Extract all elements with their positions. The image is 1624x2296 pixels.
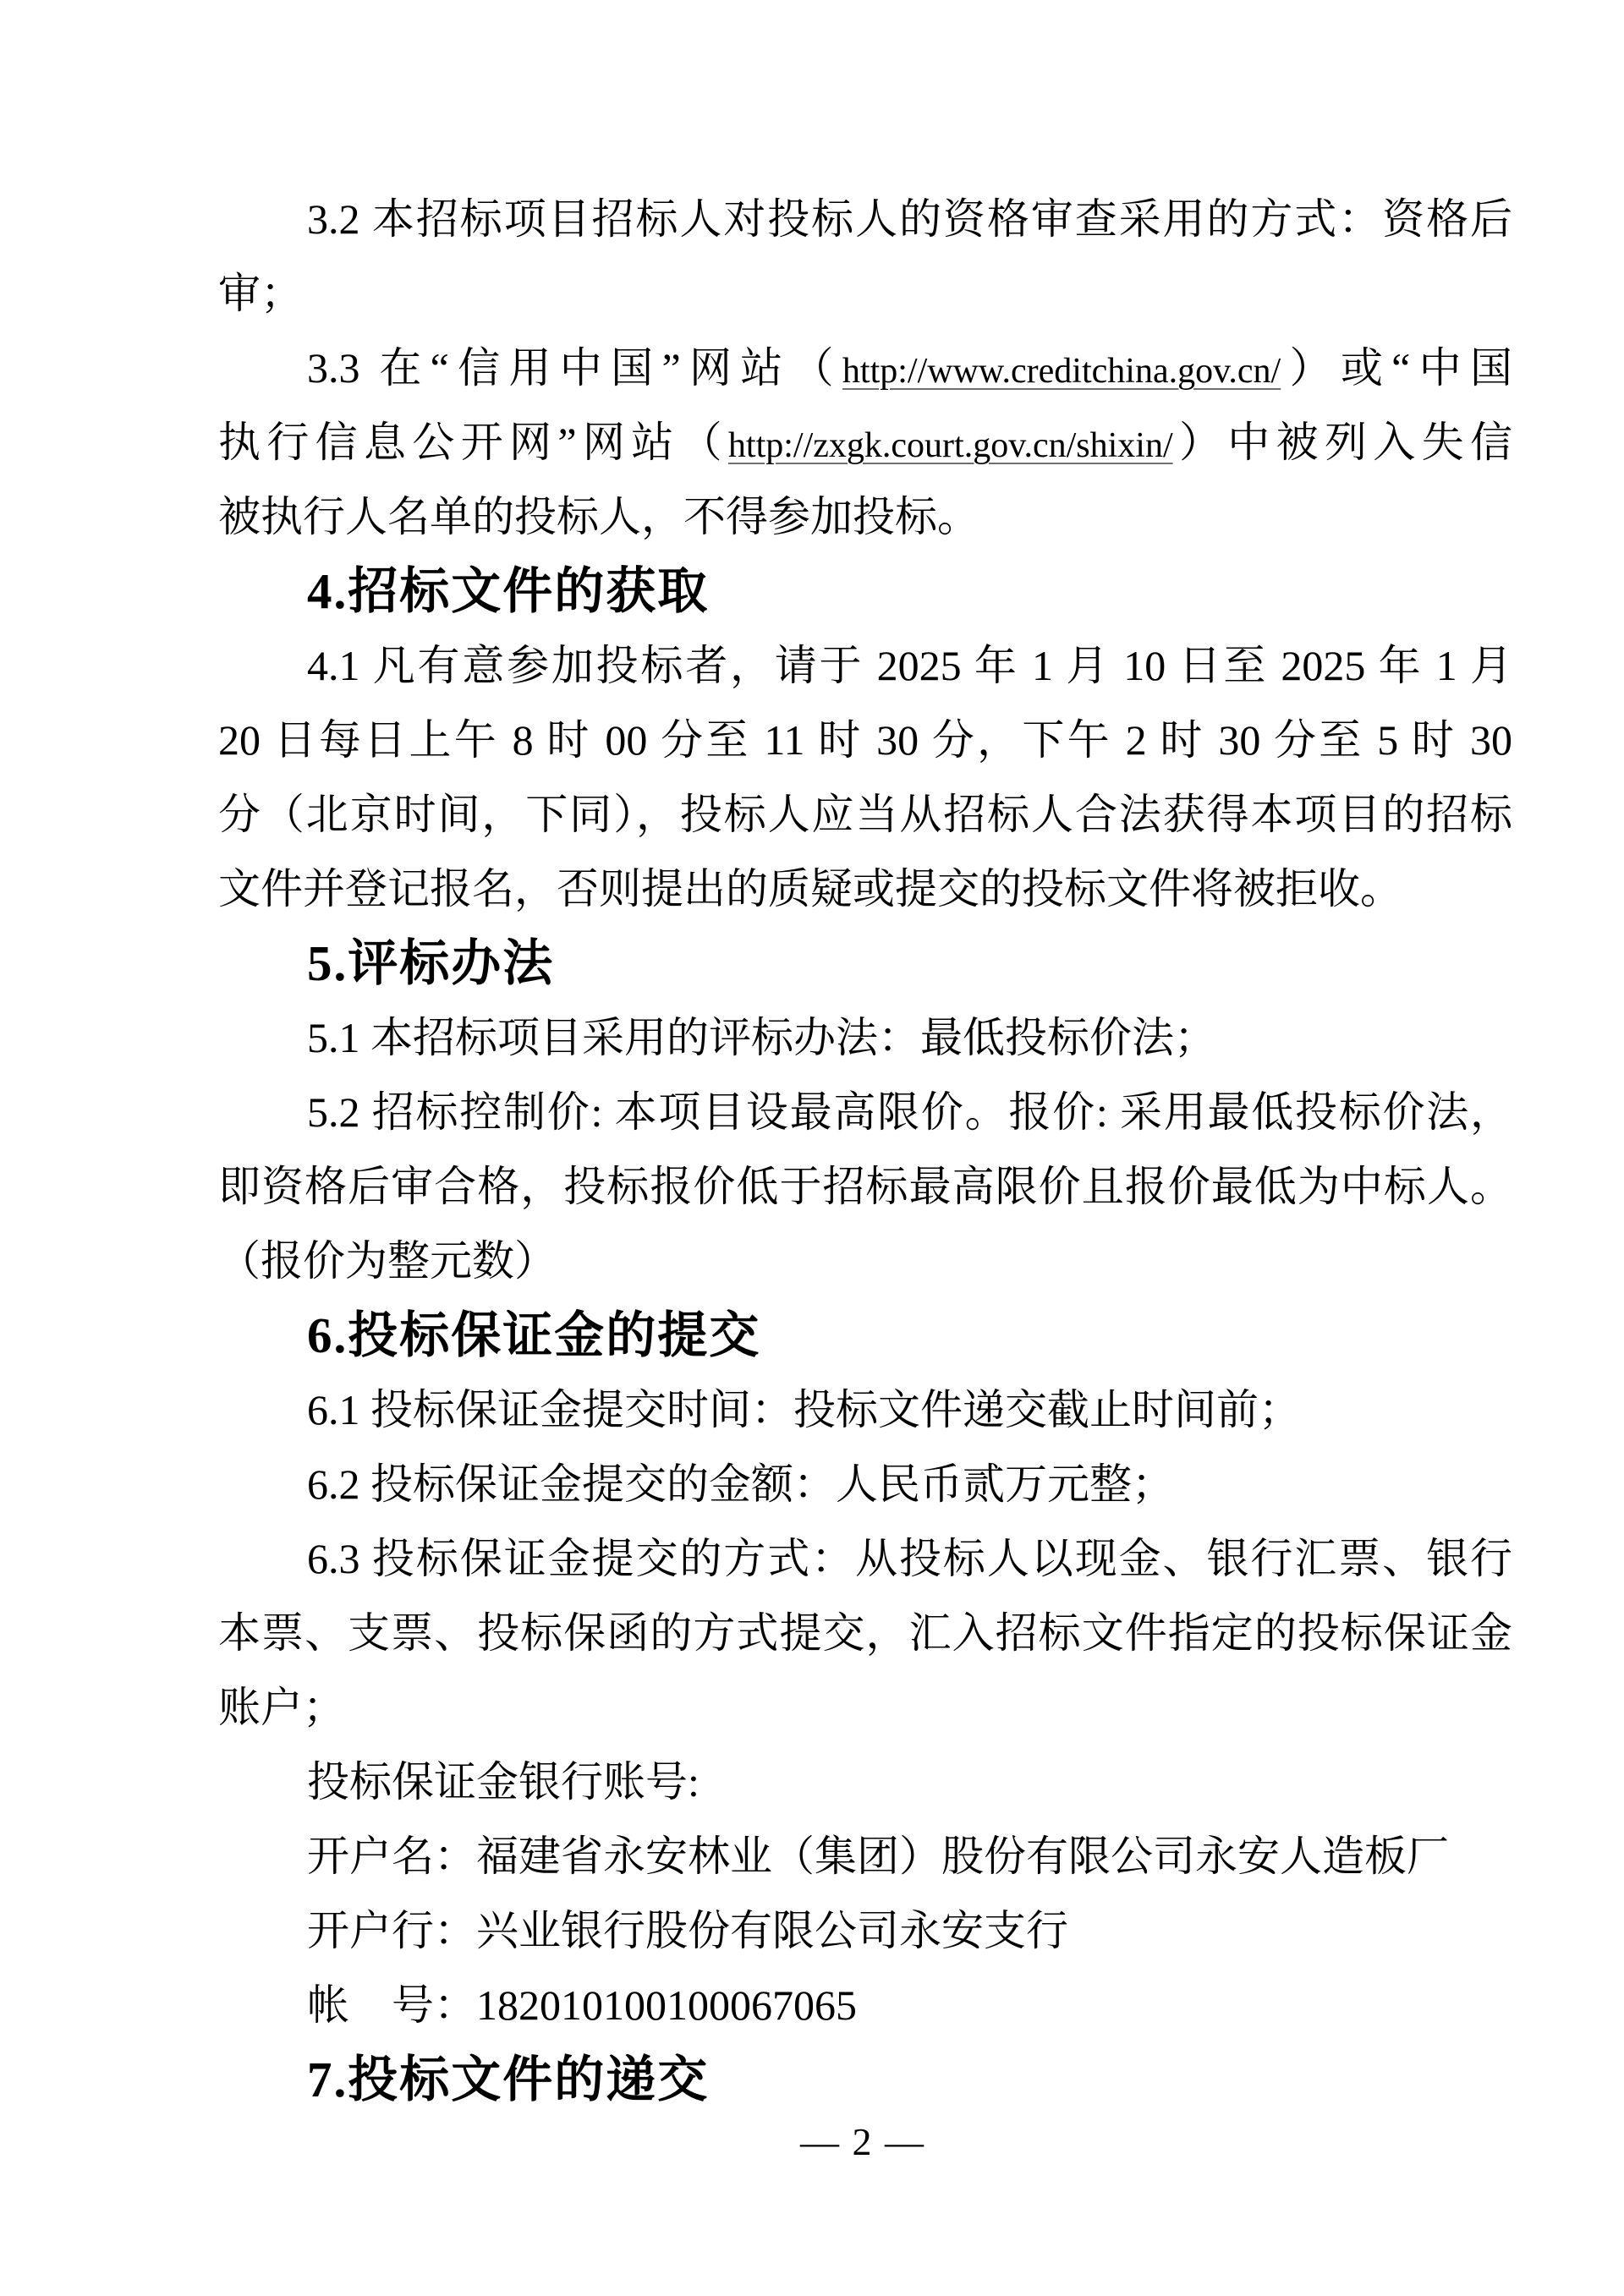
clause-6-2-line-1: 6.2 投标保证金提交的金额：人民币贰万元整； [307, 1460, 1174, 1508]
clause-6-3-line-3: 账户； [218, 1684, 345, 1731]
bank-account-number-line: 帐 号：182010100100067065 [307, 1981, 857, 2029]
clause-5-2-line-1: 5.2 招标控制价: 本项目设最高限价。报价: 采用最低投标价法， [307, 1088, 1512, 1136]
zxgk-court-url-link[interactable]: http://zxgk.court.gov.cn/shixin/ [727, 426, 1173, 465]
section-4-heading: 4.招标文件的获取 [307, 563, 710, 619]
clause-3-3-text-before-url-2: 执行信息公开网”网站（ [218, 419, 728, 466]
clause-3-3-line-3: 被执行人名单的投标人，不得参加投标。 [218, 493, 979, 540]
clause-3-3-text-after-url-2: ）中被列入失信 [1172, 419, 1512, 466]
clause-3-3-text-after-url: ）或“中国 [1281, 344, 1512, 392]
clause-5-2-line-3: （报价为整元数） [218, 1237, 557, 1285]
clause-3-2-line-1: 3.2 本招标项目招标人对投标人的资格审查采用的方式：资格后 [307, 195, 1512, 243]
clause-6-1-line-1: 6.1 投标保证金提交时间：投标文件递交截止时间前； [307, 1386, 1301, 1433]
clause-3-3-line-2 [218, 405, 1512, 479]
section-6-heading: 6.投标保证金的提交 [307, 1307, 761, 1363]
clause-4-1-line-1: 4.1 凡有意参加投标者，请于 2025 年 1 月 10 日至 2025 年 1 月 [307, 642, 1512, 689]
clause-4-1-line-4: 文件并登记报名，否则提出的质疑或提交的投标文件将被拒收。 [218, 865, 1402, 912]
clause-6-3-line-1: 6.3 投标保证金提交的方式：从投标人以现金、银行汇票、银行 [307, 1535, 1512, 1582]
creditchina-url-link[interactable]: http://www.creditchina.gov.cn/ [842, 352, 1281, 391]
section-7-heading: 7.投标文件的递交 [307, 2052, 710, 2107]
clause-3-3-line-1 [218, 331, 1512, 405]
clause-4-1-line-2: 20 日每日上午 8 时 00 分至 11 时 30 分，下午 2 时 30 分至 5 时 30 [218, 716, 1512, 764]
bank-account-heading-line: 投标保证金银行账号: [307, 1758, 700, 1806]
clause-5-2-line-2: 即资格后审合格，投标报价低于招标最高限价且报价最低为中标人。 [218, 1163, 1512, 1210]
section-5-heading: 5.评标办法 [307, 935, 555, 991]
page-number: — 2 — [800, 2120, 925, 2163]
clause-6-3-line-2: 本票、支票、投标保函的方式提交，汇入招标文件指定的投标保证金 [218, 1609, 1512, 1657]
clause-5-1-line-1: 5.1 本招标项目采用的评标办法：最低投标价法； [307, 1014, 1216, 1061]
document-body [218, 182, 1512, 2117]
bank-account-holder-line: 开户名：福建省永安林业（集团）股份有限公司永安人造板厂 [307, 1833, 1449, 1880]
bank-branch-line: 开户行：兴业银行股份有限公司永安支行 [307, 1907, 1068, 1954]
clause-3-3-text-before-url: 3.3 在“信用中国”网站（ [307, 344, 842, 392]
clause-4-1-line-3: 分（北京时间，下同），投标人应当从招标人合法获得本项目的招标 [218, 791, 1512, 838]
clause-3-2-line-2: 审； [218, 270, 303, 317]
